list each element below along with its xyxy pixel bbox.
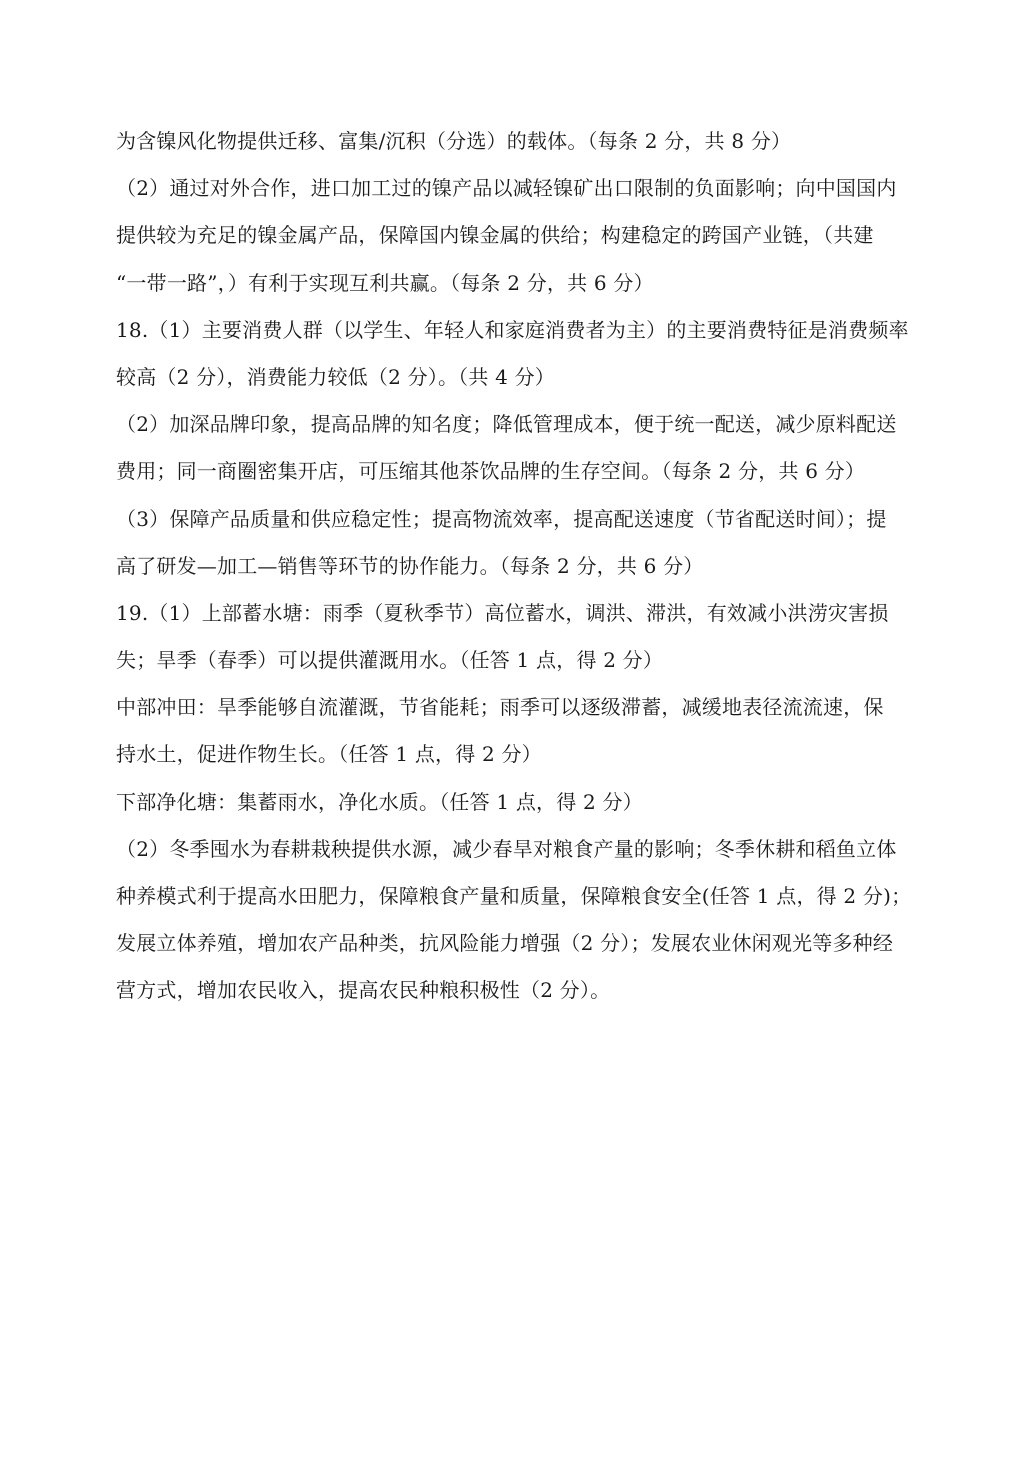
text-line: 提供较为充足的镍金属产品，保障国内镍金属的供给；构建稳定的跨国产业链，（共建: [116, 223, 874, 248]
text-line: 19.（1）上部蓄水塘：雨季（夏秋季节）高位蓄水，调洪、滞洪，有效减小洪涝灾害损: [116, 600, 889, 625]
text-line: 失；旱季（春季）可以提供灌溉用水。（任答 1 点，得 2 分）: [116, 648, 664, 673]
text-line: 持水土，促进作物生长。（任答 1 点，得 2 分）: [116, 742, 542, 767]
text-line: （3）保障产品质量和供应稳定性；提高物流效率，提高配送速度（节省配送时间）；提: [116, 506, 887, 531]
text-line: 种养模式利于提高水田肥力，保障粮食产量和质量，保障粮食安全(任答 1 点，得 2 分)；: [116, 884, 912, 908]
text-line: 中部冲田：旱季能够自流灌溉，节省能耗；雨季可以逐级滞蓄，减缓地表径流流速，保: [116, 695, 884, 720]
text-line: 下部净化塘：集蓄雨水，净化水质。（任答 1 点，得 2 分）: [116, 789, 643, 814]
text-line: （2）冬季囤水为春耕栽秧提供水源，减少春旱对粮食产量的影响；冬季休耕和稻鱼立体: [116, 836, 897, 861]
text-line: 营方式，增加农民收入，提高农民种粮积极性（2 分）。: [116, 978, 611, 1003]
answer-text-block: [116, 118, 922, 1015]
text-line: 费用；同一商圈密集开店，可压缩其他茶饮品牌的生存空间。（每条 2 分，共 6 分）: [116, 459, 866, 484]
text-line: 为含镍风化物提供迁移、富集/沉积（分选）的载体。（每条 2 分，共 8 分）: [116, 129, 792, 153]
text-line: 18.（1）主要消费人群（以学生、年轻人和家庭消费者为主）的主要消费特征是消费频率: [116, 317, 909, 342]
text-line: （2）加深品牌印象，提高品牌的知名度；降低管理成本，便于统一配送，减少原料配送: [116, 412, 897, 437]
text-line: 高了研发—加工—销售等环节的协作能力。（每条 2 分，共 6 分）: [116, 553, 704, 578]
text-line: （2）通过对外合作，进口加工过的镍产品以减轻镍矿出口限制的负面影响；向中国国内: [116, 176, 897, 201]
text-line: 较高（2 分），消费能力较低（2 分）。（共 4 分）: [116, 364, 556, 389]
text-line: “一带一路”，）有利于实现互利共赢。（每条 2 分，共 6 分）: [116, 270, 654, 295]
text-line: 发展立体养殖，增加农产品种类，抗风险能力增强（2 分）；发展农业休闲观光等多种经: [116, 931, 894, 956]
